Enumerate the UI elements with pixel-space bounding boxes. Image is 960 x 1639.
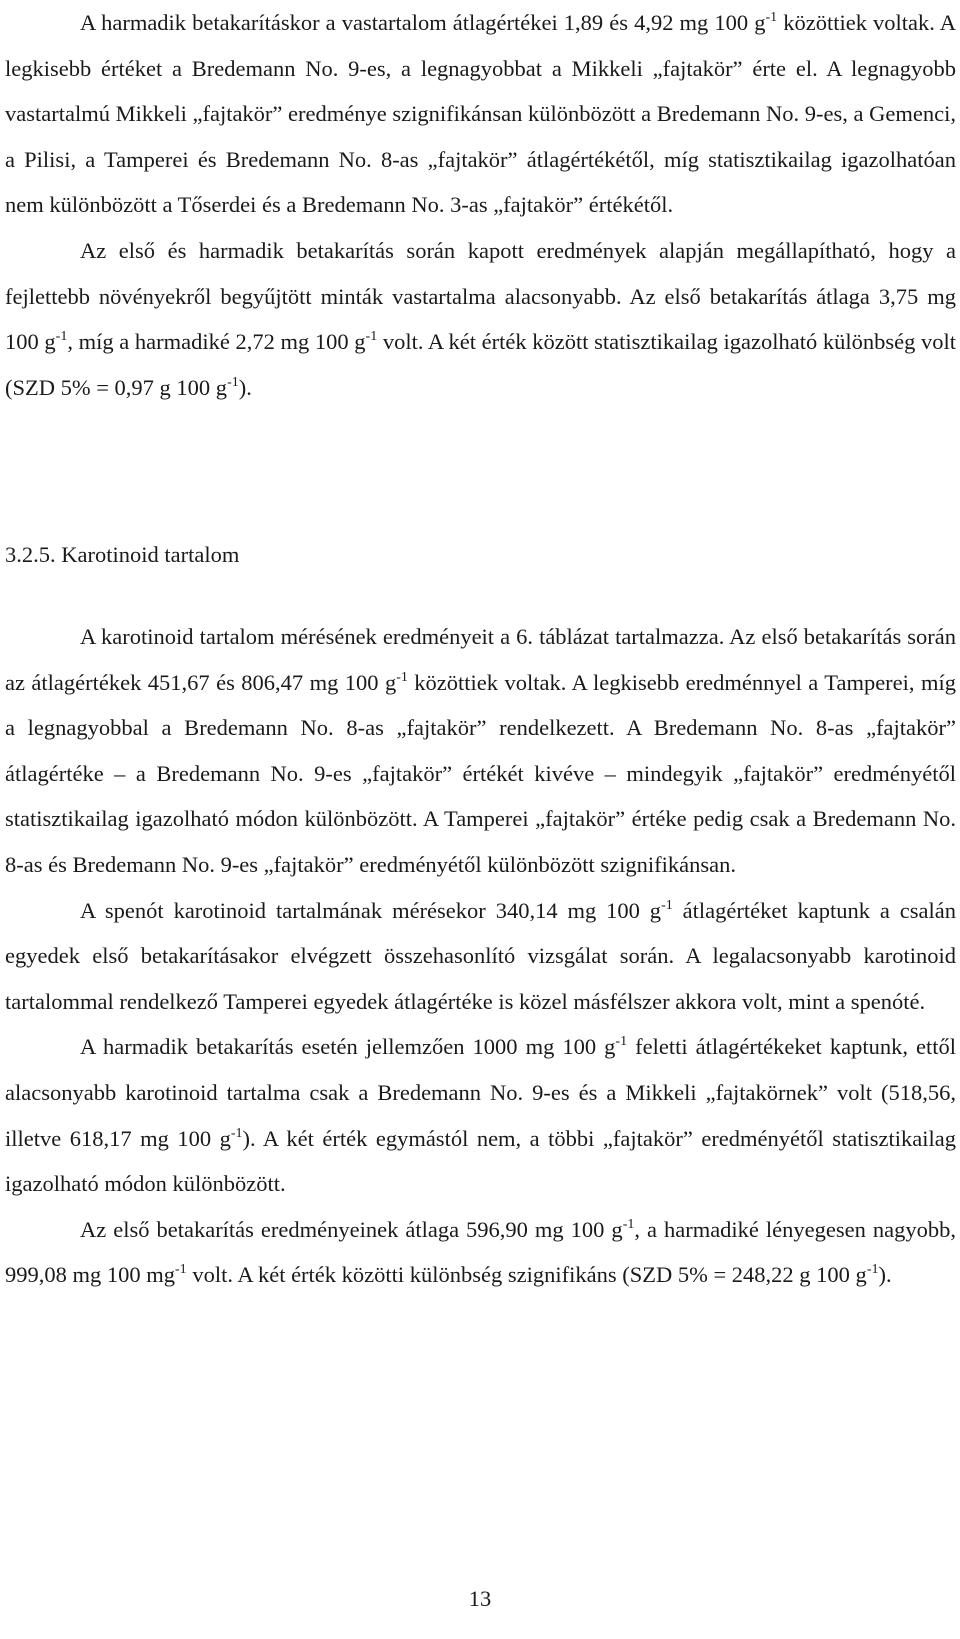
- text-run: átlagértéket kaptunk a csalán egyedek első betakarításakor elvégzett összehasonlító vizsgálat során. A legalacsonyabb karotinoid tartalommal rendelkező Tamperei egyedek átlagértéke is közel másfélszer akkora volt, mint a spenóté.: [5, 897, 957, 1014]
- page-number: 13: [468, 1586, 492, 1611]
- text-run: A harmadik betakarítás esetén jellemzően 1000 mg 100 g: [80, 1034, 616, 1060]
- superscript-exponent: -1: [230, 1125, 243, 1141]
- superscript-exponent: -1: [866, 1262, 879, 1278]
- superscript-exponent: -1: [661, 897, 673, 913]
- text-run: Az első és harmadik betakarítás során kapott eredmények alapján megállapítható, hogy a fejlettebb növényekről begyűjtött minták vastartalma alacsonyabb. Az első betakarítás átlaga 3,75 mg 100 g: [5, 237, 956, 355]
- iron-content-section: [5, 0, 956, 410]
- text-run: feletti átlagértékeket kaptunk, ettől alacsonyabb karotinoid tartalma csak a Bredemann No. 9-es és a Mikkeli „fajtakörnek” volt (518,56, illetve 618,17 mg 100 g: [5, 1034, 956, 1151]
- text-run: Az első betakarítás eredményeinek átlaga 596,90 mg 100 g: [80, 1216, 623, 1242]
- text-run: ).: [238, 374, 252, 400]
- superscript-exponent: -1: [615, 1034, 628, 1050]
- superscript-exponent: -1: [55, 329, 68, 345]
- document-page: [5, 0, 957, 1288]
- text-run: A harmadik betakarításkor a vastartalom átlagértékei 1,89 és 4,92 mg 100 g: [80, 10, 766, 35]
- text-run: ).: [878, 1262, 892, 1288]
- text-run: A spenót karotinoid tartalmának mérésekor 340,14 mg 100 g: [80, 897, 662, 923]
- paragraph-karotin-p4: [5, 1207, 956, 1298]
- text-run: , míg a harmadiké 2,72 mg 100 g: [67, 329, 366, 355]
- text-run: közöttiek voltak. A legkisebb értéket a Bredemann No. 9-es, a legnagyobbat a Mikkeli „fajtakör” érte el. A legnagyobb vastartalmú Mikkeli „fajtakör” eredménye szignifikánsan különbözött a Bredemann No. 9-es, a Gemenci, a Pilisi, a Tamperei és Bredemann No. 8-as „fajtakör” átlagértékétől, míg statisztikailag igazolhatóan nem különbözött a Tőserdei és a Bredemann No. 3-as „fajtakör” értékétől.: [5, 10, 956, 218]
- superscript-exponent: -1: [622, 1216, 635, 1232]
- superscript-exponent: -1: [365, 329, 378, 345]
- superscript-exponent: -1: [765, 10, 778, 25]
- section-heading: 3.2.5. Karotinoid tartalom: [5, 542, 240, 567]
- superscript-exponent: -1: [175, 1262, 187, 1278]
- paragraph-karotin-p3: [5, 1024, 956, 1206]
- text-run: ). A két érték egymástól nem, a többi „fajtakör” eredményétől statisztikailag igazolható módon különbözött.: [5, 1125, 956, 1197]
- text-run: , a harmadiké lényegesen nagyobb, 999,08 mg 100 mg: [5, 1216, 956, 1288]
- superscript-exponent: -1: [396, 669, 408, 685]
- paragraph-vas-p1: [5, 0, 956, 228]
- paragraph-karotin-p1: [5, 614, 956, 888]
- paragraph-karotin-p2: [5, 888, 956, 1025]
- carotenoid-section: [5, 614, 956, 1298]
- text-run: közöttiek voltak. A legkisebb eredménnyel a Tamperei, míg a legnagyobbal a Bredemann No. 8-as „fajtakör” rendelkezett. A Bredemann No. 8-as „fajtakör” átlagértéke – a Bredemann No. 9-es „fajtakör” értékét kivéve – mindegyik „fajtakör” eredményétől statisztikailag igazolható módon különbözött. A Tamperei „fajtakör” értéke pedig csak a Bredemann No. 8-as és Bredemann No. 9-es „fajtakör” eredményétől különbözött szignifikánsan.: [5, 669, 956, 877]
- superscript-exponent: -1: [227, 374, 239, 390]
- text-run: volt. A két érték között statisztikailag igazolható különbség volt (SZD 5% = 0,97 g 100 g: [5, 329, 957, 400]
- text-run: A karotinoid tartalom mérésének eredményeit a 6. táblázat tartalmazza. Az első betakarítás során az átlagértékek 451,67 és 806,47 mg 100 g: [5, 624, 956, 695]
- paragraph-vas-p2: [5, 228, 956, 410]
- text-run: volt. A két érték közötti különbség szignifikáns (SZD 5% = 248,22 g 100 g: [186, 1262, 867, 1288]
